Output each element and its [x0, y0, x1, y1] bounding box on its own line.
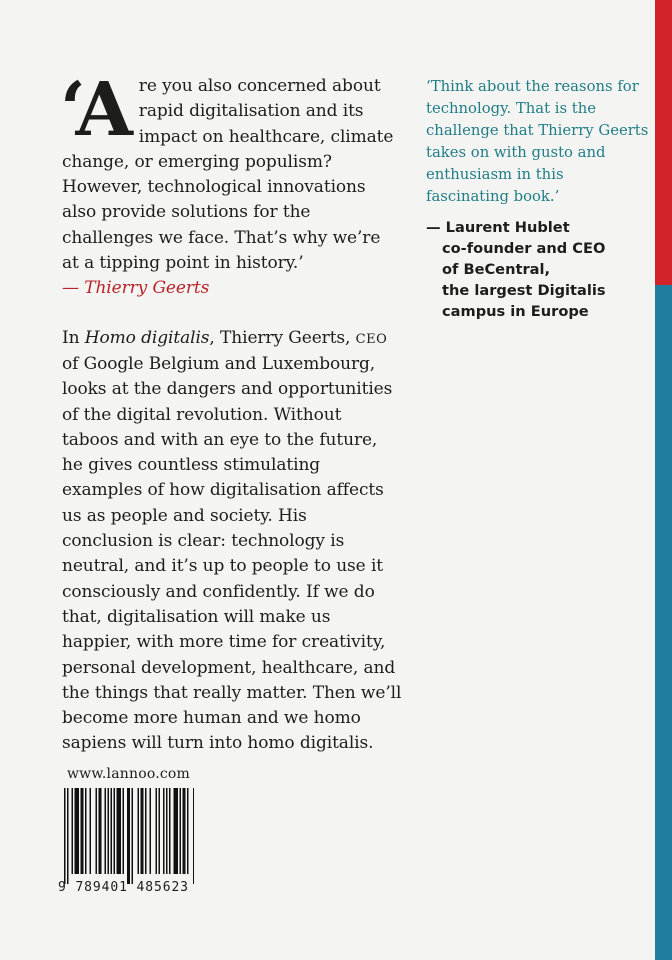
lead-quote-attribution: — Thierry Geerts — [62, 278, 210, 299]
lead-quote-text: re you also concerned about rapid digitalisation and its impact on healthcare, climate change, or emerging populism? However, technological innovations also provide solutions for the challenges we face. That’s why we’re at a tipping point in history.’ — [62, 76, 394, 274]
endorser-name: — Laurent Hublet — [426, 219, 570, 236]
barcode-bar — [96, 788, 98, 874]
isbn-barcode — [58, 788, 198, 902]
barcode-bar — [180, 788, 182, 874]
barcode-bar — [72, 788, 74, 874]
barcode-bar — [141, 788, 144, 874]
barcode-bar — [166, 788, 168, 874]
desc-prefix: In — [62, 327, 85, 348]
barcode-bar — [81, 788, 84, 874]
red-edge-stripe — [655, 0, 672, 285]
barcode-bar — [105, 788, 107, 874]
barcode-bar — [85, 788, 87, 874]
ceo-smallcaps: CEO — [355, 331, 388, 347]
barcode-bar — [67, 788, 69, 884]
barcode-bar — [64, 788, 66, 884]
drop-cap: ‘A — [60, 67, 133, 153]
barcode-bar — [99, 788, 102, 874]
barcode-bar — [114, 788, 116, 874]
publisher-website: www.lannoo.com — [67, 766, 191, 782]
barcode-bar — [111, 788, 113, 874]
barcode-bar — [187, 788, 189, 874]
barcode-bar — [183, 788, 186, 874]
endorser-role-2: of BeCentral, — [442, 261, 551, 278]
barcode-bar — [145, 788, 147, 874]
barcode-bar — [156, 788, 158, 874]
barcode-bar — [108, 788, 110, 874]
endorsement-quote: ‘Think about the reasons for technology. That is the challenge that Thierry Geerts takes on with gusto and enthusiasm in this fascinating book.’ — [426, 78, 649, 205]
desc-rest: of Google Belgium and Luxembourg, looks at the dangers and opportunities of the digital revolution. Without taboos and with an eye to the future, he gives countless stimulating examples of how digitalisation affects us as people and society. His conclusion is clear: technology is neutral, and it’s up to people to use it consciously and confidently. If we do that, digitalisation will make us happier, with more time for creativity, personal development, healthcare, and the things that really matter. Then we’ll become more human and we homo sapiens will turn into homo digitalis. — [62, 353, 402, 754]
barcode-bars — [64, 788, 194, 884]
barcode-bar — [159, 788, 161, 874]
main-text-column — [60, 67, 402, 757]
barcode-bar — [117, 788, 122, 874]
lead-quote — [60, 67, 402, 302]
barcode-bar — [132, 788, 134, 884]
desc-mid: , Thierry Geerts, — [209, 327, 356, 348]
endorser-block — [426, 217, 651, 322]
book-title-italic: Homo digitalis — [84, 327, 210, 348]
barcode-bar — [163, 788, 165, 874]
blue-edge-stripe — [655, 285, 672, 960]
barcode-bar — [90, 788, 92, 874]
barcode-bar — [127, 788, 130, 884]
barcode-bar — [174, 788, 179, 874]
barcode-bar — [123, 788, 125, 874]
book-description — [62, 326, 402, 757]
barcode-bar — [169, 788, 171, 874]
barcode-bar — [75, 788, 80, 874]
endorser-role-1: co-founder and CEO — [442, 240, 606, 257]
endorser-role-3: the largest Digitalis — [442, 282, 606, 299]
barcode-bar — [193, 788, 194, 884]
barcode-bar — [138, 788, 140, 874]
barcode-bar — [150, 788, 152, 874]
endorser-role-4: campus in Europe — [442, 303, 589, 320]
isbn-number: 9 789401 485623 — [58, 880, 189, 895]
endorsement-column — [426, 76, 651, 322]
